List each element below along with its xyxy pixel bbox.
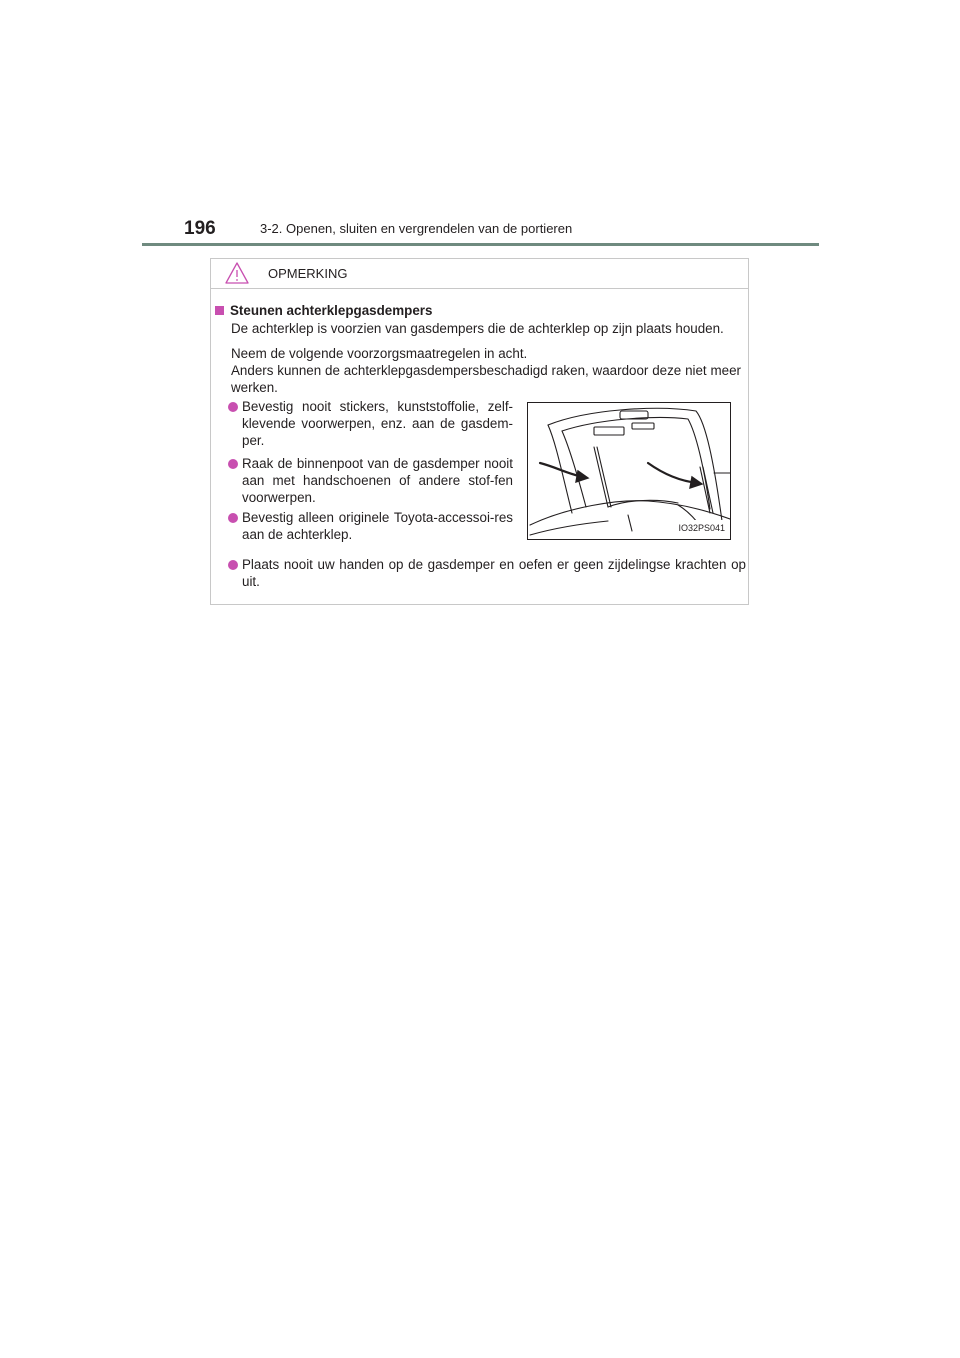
notice-heading <box>215 302 432 319</box>
section-title: 3-2. Openen, sluiten en vergrendelen van de portieren <box>260 221 573 236</box>
notice-content <box>211 259 748 604</box>
notice-paragraph: Anders kunnen de achterklepgasdempersbeschadigd raken, waardoor deze niet meer werken. <box>231 363 741 395</box>
notice-heading-text: Steunen achterklepgasdempers <box>230 303 433 318</box>
bullet-text: Raak de binnenpoot van de gasdemper nooit aan met handschoenen of andere stof-fen voorwerpen. <box>242 456 513 505</box>
bullet-dot-icon <box>228 402 238 412</box>
bullet-item <box>228 556 746 590</box>
bullet-item <box>228 455 513 506</box>
notice-box <box>210 258 749 605</box>
bullet-dot-icon <box>228 560 238 570</box>
bullet-text: Bevestig alleen originele Toyota-accessoi-res aan de achterklep. <box>242 510 513 542</box>
square-bullet-icon <box>215 306 224 315</box>
notice-paragraph: De achterklep is voorzien van gasdempers die de achterklep op zijn plaats houden. <box>231 321 724 336</box>
bullet-dot-icon <box>228 459 238 469</box>
bullet-text: Plaats nooit uw handen op de gasdemper en oefen er geen zijdelingse krachten op uit. <box>242 557 746 589</box>
figure-code: IO32PS041 <box>677 520 726 537</box>
bullet-item <box>228 509 513 543</box>
bullet-dot-icon <box>228 513 238 523</box>
notice-paragraph: Neem de volgende voorzorgsmaatregelen in acht. <box>231 346 528 361</box>
page-number: 196 <box>184 218 216 239</box>
notice-label: OPMERKING <box>268 266 348 281</box>
bullet-item <box>228 398 513 449</box>
tailgate-illustration <box>527 402 731 540</box>
bullet-text: Bevestig nooit stickers, kunststoffolie, zelf-klevende voorwerpen, enz. aan de gasdem-per. <box>242 399 513 448</box>
header-divider <box>142 243 819 246</box>
